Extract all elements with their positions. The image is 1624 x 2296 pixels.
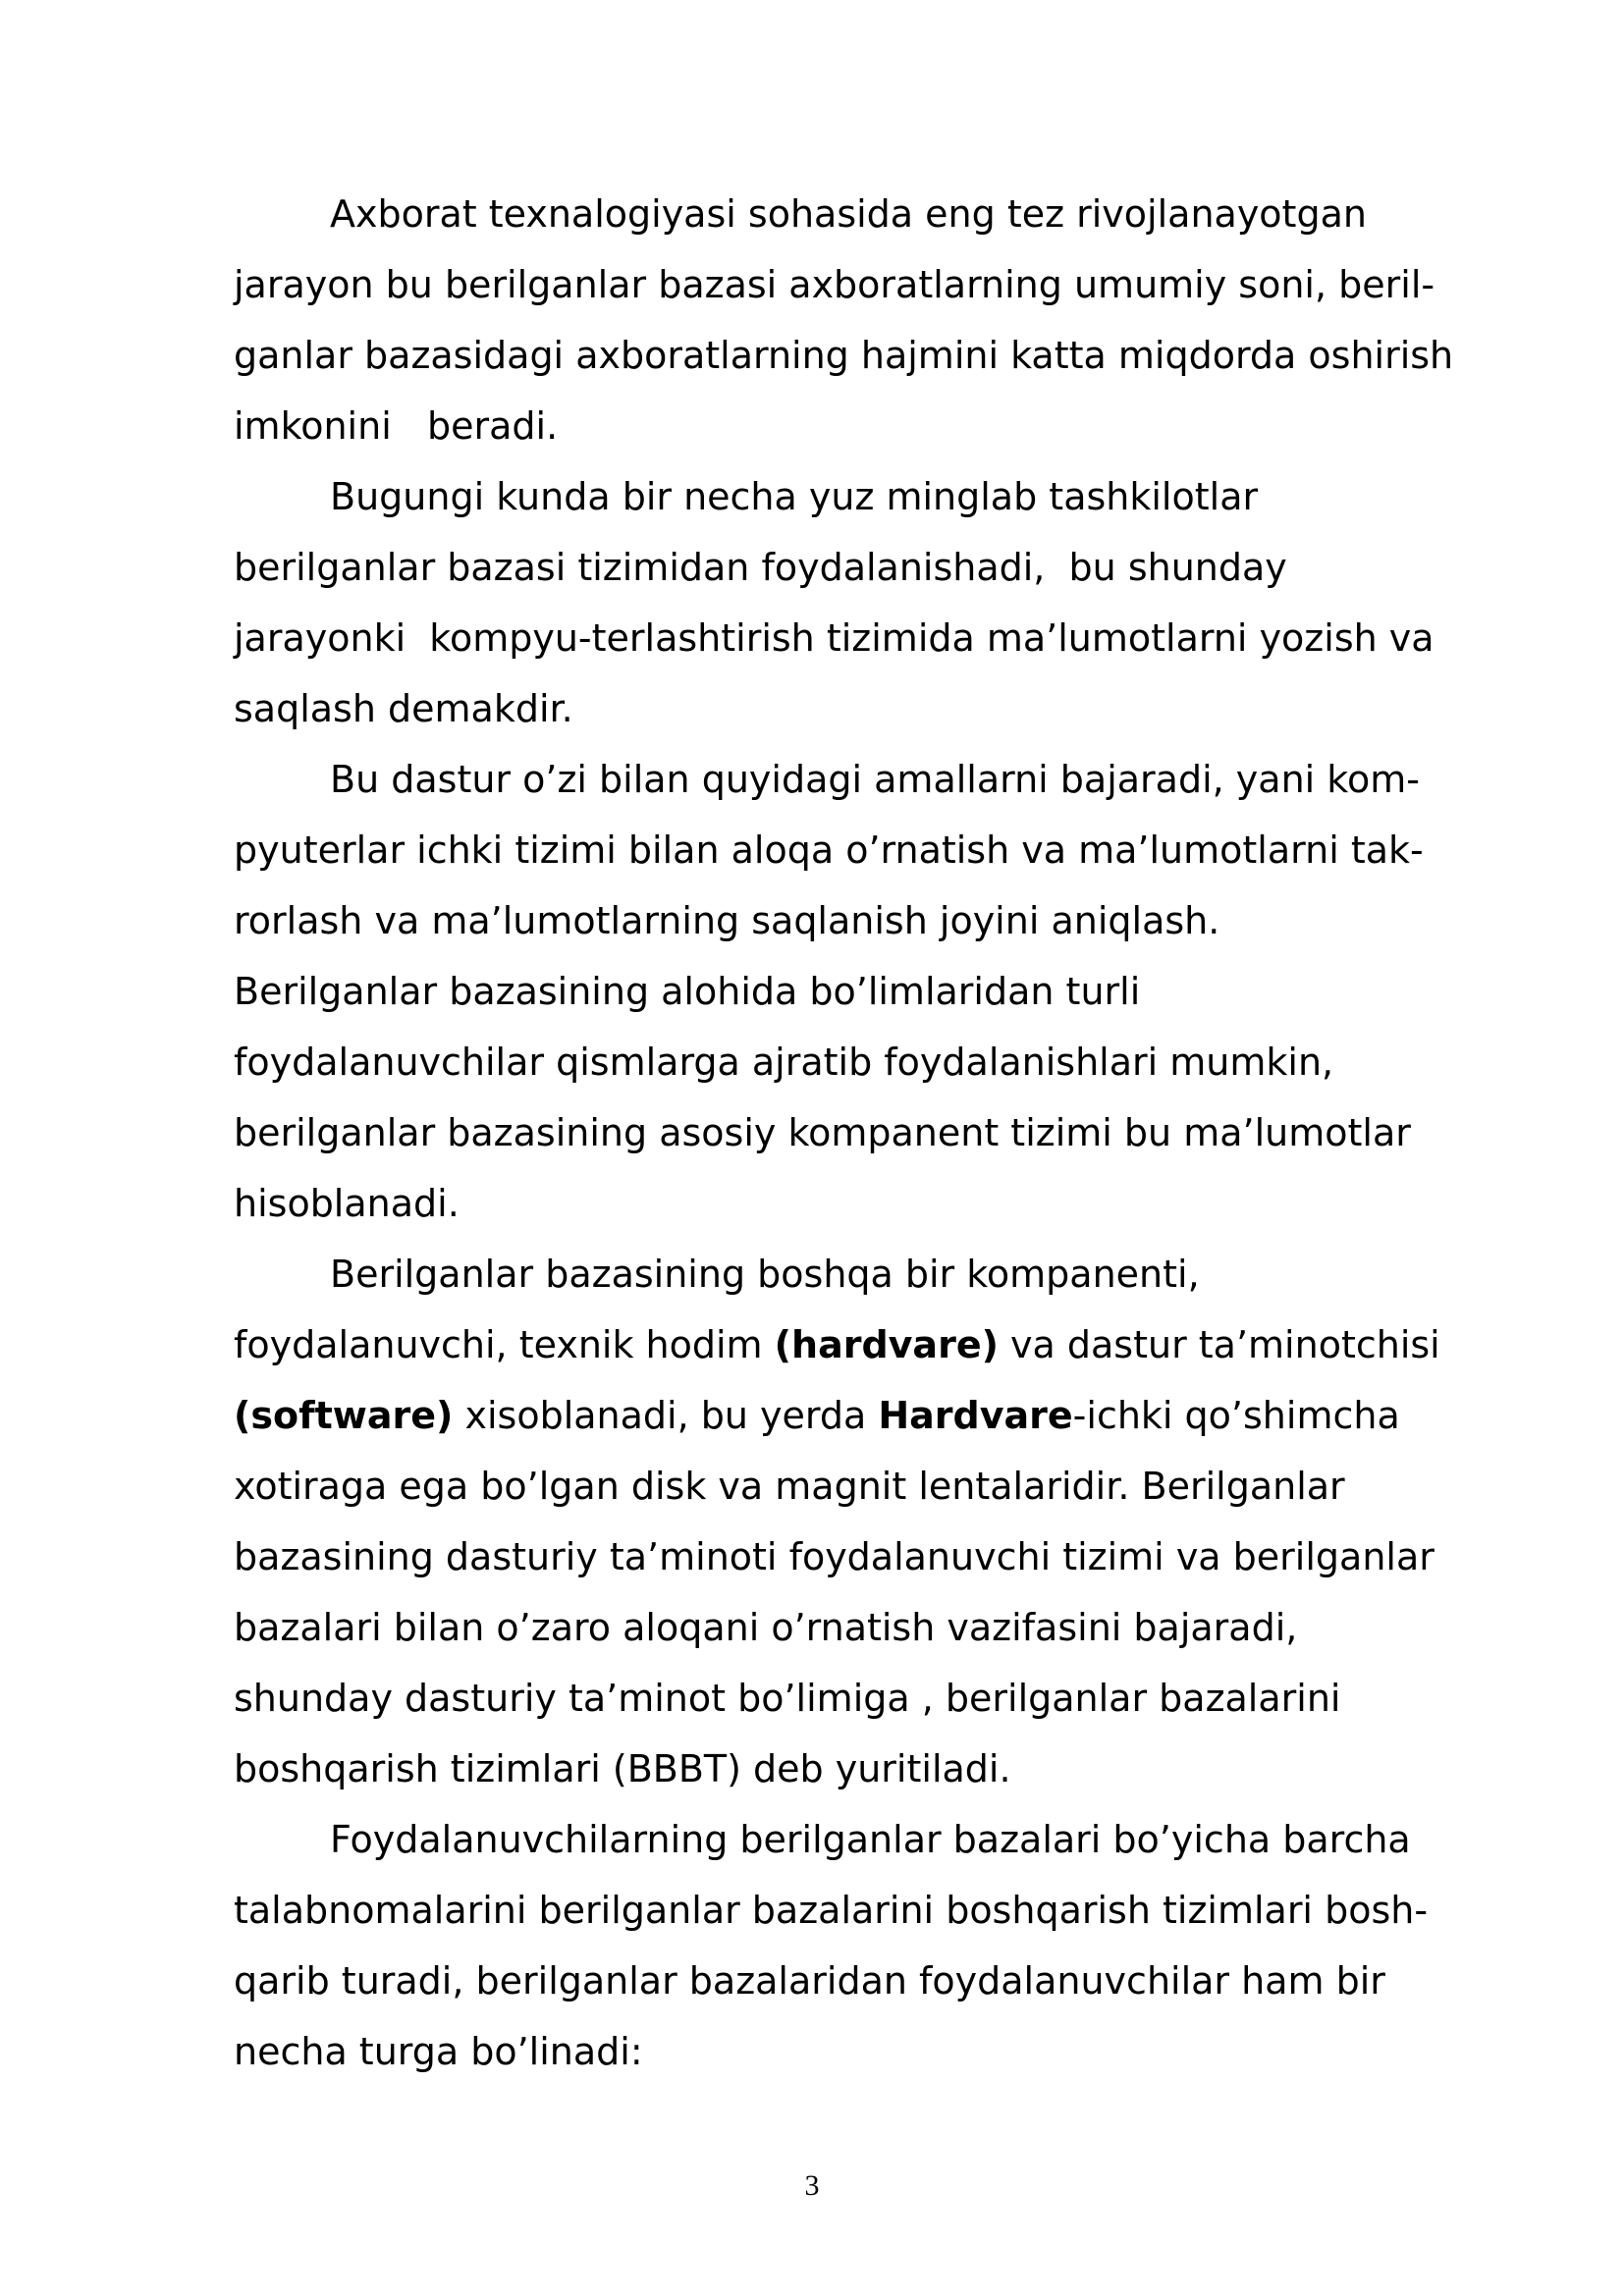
text-line: imkonini beradi.: [234, 404, 559, 448]
text-line: saqlash demakdir.: [234, 687, 573, 730]
text-line: bazasining dasturiy ta’minoti foydalanuvchi tizimi va berilganlar: [234, 1535, 1435, 1578]
text-run: xisoblanadi, bu yerda: [453, 1394, 879, 1437]
page-number: 3: [804, 2169, 820, 2202]
text-line: jarayon bu berilganlar bazasi axboratlarning umumiy soni, beril-: [234, 263, 1435, 306]
text-line: Axborat texnalogiyasi sohasida eng tez rivojlanayotgan: [330, 192, 1367, 236]
text-line: [234, 1309, 1520, 1380]
text-line: Berilganlar bazasining boshqa bir kompanenti,: [330, 1253, 1200, 1296]
text-line: jarayonki kompyu-terlashtirish tizimida ma’lumotlarni yozish va: [234, 616, 1435, 660]
text-line: ganlar bazasidagi axboratlarning hajmini katta miqdorda oshirish: [234, 334, 1454, 377]
bold-term: Hardvare: [878, 1394, 1073, 1437]
text-line: Bugungi kunda bir necha yuz minglab tashkilotlar: [330, 475, 1259, 518]
text-run: -ichki qo’shimcha: [1072, 1394, 1400, 1437]
text-line: boshqarish tizimlari (BBBT) deb yuritiladi.: [234, 1747, 1011, 1790]
paragraph: [234, 461, 1520, 744]
text-line: xotiraga ega bo’lgan disk va magnit lentalaridir. Berilganlar: [234, 1465, 1345, 1508]
paragraph: [234, 744, 1520, 1239]
paragraph: [234, 179, 1520, 461]
text-line: Bu dastur o’zi bilan quyidagi amallarni bajaradi, yani kom-: [330, 758, 1420, 801]
text-run: foydalanuvchi, texnik hodim: [234, 1323, 775, 1366]
text-line: talabnomalarini berilganlar bazalarini boshqarish tizimlari bosh-: [234, 1889, 1429, 1932]
body-text: [234, 179, 1520, 2087]
text-line: hisoblanadi.: [234, 1182, 460, 1225]
text-line: Berilganlar bazasining alohida bo’limlaridan turli: [234, 970, 1141, 1013]
text-line: Foydalanuvchilarning berilganlar bazalari bo’yicha barcha: [330, 1818, 1411, 1861]
text-line: rorlash va ma’lumotlarning saqlanish joyini aniqlash.: [234, 899, 1220, 942]
text-line: qarib turadi, berilganlar bazalaridan foydalanuvchilar ham bir: [234, 1959, 1385, 2002]
paragraph: [234, 1239, 1520, 1804]
text-line: [234, 1380, 1520, 1451]
text-run: va dastur ta’minotchisi: [998, 1323, 1440, 1366]
text-line: pyuterlar ichki tizimi bilan aloqa o’rnatish va ma’lumotlarni tak-: [234, 828, 1424, 872]
text-line: bazalari bilan o’zaro aloqani o’rnatish vazifasini bajaradi,: [234, 1606, 1298, 1649]
text-line: foydalanuvchilar qismlarga ajratib foydalanishlari mumkin,: [234, 1041, 1334, 1084]
text-line: berilganlar bazasining asosiy kompanent tizimi bu ma’lumotlar: [234, 1111, 1411, 1154]
bold-term: (software): [234, 1394, 454, 1437]
bold-term: (hardvare): [774, 1323, 999, 1366]
text-line: berilganlar bazasi tizimidan foydalanishadi, bu shunday: [234, 546, 1287, 589]
paragraph: [234, 1804, 1520, 2087]
text-line: necha turga bo’linadi:: [234, 2030, 643, 2073]
text-line: shunday dasturiy ta’minot bo’limiga , berilganlar bazalarini: [234, 1677, 1341, 1720]
